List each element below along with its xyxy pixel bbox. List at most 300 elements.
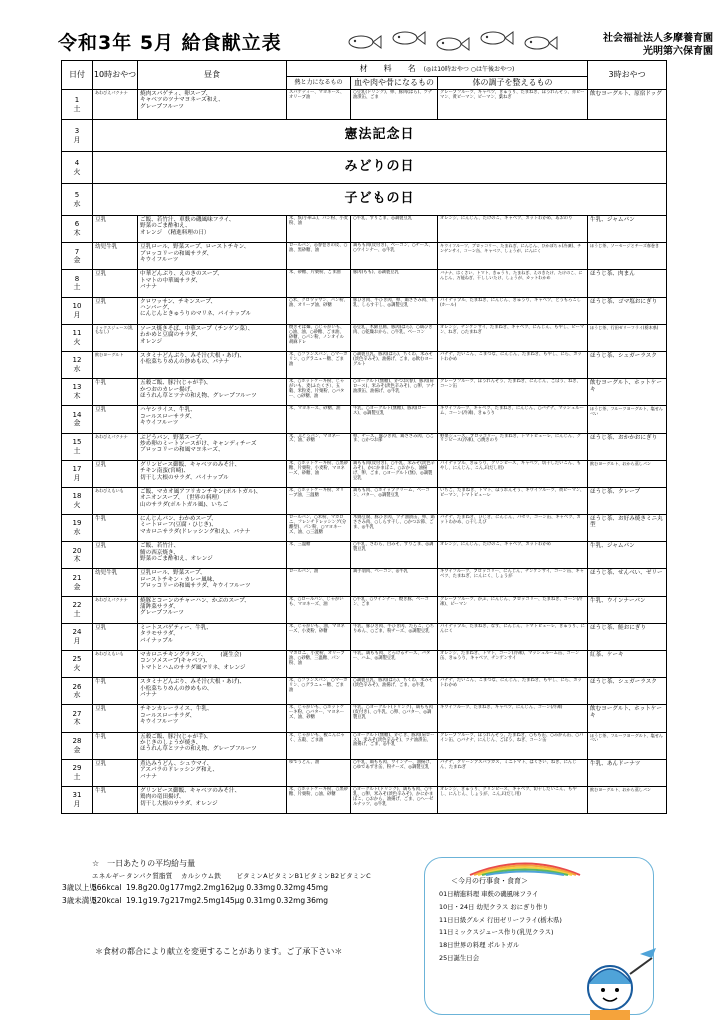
am-snack-cell: 豆乳 xyxy=(93,460,138,487)
day-cell xyxy=(62,324,93,351)
blood-cell: 鶏手羽肉、ベーコン、◎牛乳 xyxy=(351,569,438,596)
day-date: 19 xyxy=(72,519,82,528)
am-snack-cell: 豆乳 xyxy=(93,270,138,297)
lunch-cell: ぶどうパン、野菜スープ、 炒め卵のミートソースがけ、キャンディチーズ ブロッコリーの和風マヨネーズ、 xyxy=(138,433,287,460)
am-snack-cell: 幼児牛乳 xyxy=(93,569,138,596)
pm-snack-cell: ほうじ茶、ソーセージとチーズ春巻き xyxy=(588,243,667,270)
header-ingredients xyxy=(287,61,588,77)
nutrition-value: 0.32mg xyxy=(276,883,306,892)
nutrition-value: 0.32mg xyxy=(276,896,306,905)
body-cell: バナナ、だいこん、こまつな、にんじん、たまねぎ、もやし、にら、カットわかめ xyxy=(438,351,588,378)
day-weekday: 土 xyxy=(73,772,81,781)
lunch-cell: 豆乳ロール、野菜スープ、 ローストチキン・カレー風味、 ブロッコリーの和風サラダ、キウイフルーツ xyxy=(138,569,287,596)
day-date: 18 xyxy=(72,492,82,501)
menu-row xyxy=(62,623,667,650)
day-cell xyxy=(62,651,93,678)
am-snack-cell: 豆乳 xyxy=(93,623,138,650)
nutrition-value: 566kcal xyxy=(92,883,122,892)
menu-row xyxy=(62,379,667,406)
menu-row xyxy=(62,542,667,569)
menu-row xyxy=(62,120,667,152)
lunch-cell: マカロニチキングラタン、 (誕生会) コンソメスープ(キャベツ)、 トマトとハムのサラダ風マリネ、オレンジ xyxy=(138,651,287,678)
menu-row xyxy=(62,270,667,297)
menu-row xyxy=(62,243,667,270)
energy-cell: 米、三温糖 xyxy=(287,542,351,569)
am-snack-cell: 幼児牛乳 xyxy=(93,243,138,270)
day-date: 15 xyxy=(72,437,82,446)
blood-cell: 豚ひき肉、牛ひき肉、卵、鶏ささみ肉、牛乳、しらす干し、◎調製豆乳 xyxy=(351,297,438,324)
day-cell xyxy=(62,270,93,297)
holiday-name: 子どもの日 xyxy=(344,191,415,207)
nutrition-column-label: 鉄 xyxy=(214,872,222,880)
nutrition-value: 19.1g xyxy=(126,896,148,905)
am-snack-cell: 豆乳 xyxy=(93,406,138,433)
day-date: 1 xyxy=(74,95,80,104)
pm-snack-cell: 紅茶、ケーキ xyxy=(588,651,667,678)
day-date: 22 xyxy=(72,600,82,609)
blood-cell: ○牛乳、鶏もも肉、ウインナー、油揚げ、○ゆであずき缶、粉チーズ、◎調製豆乳 xyxy=(351,759,438,786)
am-snack-cell: 豆乳 xyxy=(93,759,138,786)
body-cell: オレンジ、にんじん、たけのこ、キャベツ、カットわかめ xyxy=(438,542,588,569)
blood-cell: ○豆乳(ドリンク)、卵、豚肉(ばら)、ツナ油漬缶、ごま xyxy=(351,90,438,120)
menu-row xyxy=(62,152,667,184)
lunch-cell: スタミナどんぶり、みそ汁(大根・あげ)、 小松菜ちりめんの炒めもの、バナナ xyxy=(138,351,287,378)
lunch-cell: グリンピース御飯、キャベツのみそ汁、 鶏肉の竜田揚げ、 切干し大根のサラダ、オレンジ xyxy=(138,786,287,813)
nutrition-value: 177mg xyxy=(170,883,197,892)
day-cell xyxy=(62,433,93,460)
day-cell xyxy=(62,569,93,596)
nutrition-rows xyxy=(62,882,412,906)
lunch-cell: ご飯、若竹汁、 鯖の西京焼き、 野菜のごま酢和え、オレンジ xyxy=(138,542,287,569)
energy-cell: 米、○ホットケーキ粉、じゃがいも、麦(ふたくさ）、五穀、米粒麦、片栗粉、○バター、○砂糖、油 xyxy=(287,379,351,406)
pm-snack-cell: ほうじ茶、フルーツヨーグルト、塩せんべい xyxy=(588,732,667,759)
blood-cell: ○牛乳、さわら、白みそ、すりごま、◎調製豆乳 xyxy=(351,542,438,569)
day-weekday: 土 xyxy=(73,446,81,455)
day-date: 8 xyxy=(74,274,80,283)
blood-cell: 牛乳、○ヨーグルト(ドリンク)、鶏もも肉(皮付き)、○牛乳、○卵、○バター、◎調製豆乳 xyxy=(351,705,438,732)
nutrition-value: 2.5mg xyxy=(196,896,221,905)
day-date: 27 xyxy=(72,709,82,718)
nutrition-title: ☆ 一日あたりの平均給与量 xyxy=(92,859,196,868)
event-item: 11日日級グルメ 行田ゼリーフライ(栃木県) xyxy=(439,915,562,924)
menu-table xyxy=(61,60,667,814)
day-weekday: 月 xyxy=(73,310,81,319)
am-snack-cell: 豆乳 xyxy=(93,705,138,732)
day-date: 17 xyxy=(72,465,82,474)
day-date: 21 xyxy=(72,573,82,582)
day-weekday: 木 xyxy=(73,555,81,564)
body-cell: オレンジ、きゅうり、グリンピース、キャベツ、切干しだいこん、もやし、にんじん、しょうが、こんぶ(だし用) xyxy=(438,786,588,813)
lunch-cell: にんじんパン、わかめスープ、 ミートローフ(豆腐・ひじき)、 マカロニサラダ(ドレッシング和え)、バナナ xyxy=(138,515,287,542)
nutrition-value: 19.8g xyxy=(126,883,148,892)
energy-cell: 米、○ロールパン、じゃがいも、マヨネーズ、油 xyxy=(287,596,351,623)
pm-snack-cell: ほうじ茶、フルーツヨーグルト、塩せんべい xyxy=(588,406,667,433)
menu-row xyxy=(62,487,667,514)
am-snack-cell: 牛乳 xyxy=(93,379,138,406)
day-cell xyxy=(62,732,93,759)
lunch-cell: チキンカレーライス、牛乳、 コールスローサラダ、 キウイフルーツ xyxy=(138,705,287,732)
holiday-cell xyxy=(93,152,667,184)
energy-cell: スパゲティー、マヨネーズ、オリーブ油 xyxy=(287,90,351,120)
day-date: 6 xyxy=(74,220,80,229)
nutrition-column-label: ビタミンC xyxy=(339,872,371,880)
lunch-cell: ご飯、マカオ風アフリカンチキン(ポルトガル)、 オニオンスープ、 （世界の料理） 山のサラダ(ポルトガル風)、いちご xyxy=(138,487,287,514)
blood-cell: 鶏もも肉(皮付き)、ベーコン、○チーズ、○ウインナー、◎牛乳 xyxy=(351,243,438,270)
pm-snack-cell: 牛乳、ウインナーパン xyxy=(588,596,667,623)
nutrition-column-label: エネルギー xyxy=(92,872,126,880)
day-date: 11 xyxy=(72,329,82,338)
lunch-cell: スタミナどんぶり、みそ汁(大根・あげ)、 小松菜ちりめんの炒めもの、 バナナ xyxy=(138,678,287,705)
lunch-cell: 五穀ご飯、豚汁(じゃが芋)、 かじきのしょうが焼き、 ほうれん草とツナの和え物、グレープフルーツ xyxy=(138,732,287,759)
nutrition-value: 162μg xyxy=(220,883,245,892)
holiday-cell xyxy=(93,184,667,216)
nutrition-column-label: タンパク質 xyxy=(126,872,160,880)
lunch-cell: クロワッサン、チキンスープ、 ハンバーグ、 にんじんときゅうりのマリネ、パイナップル xyxy=(138,297,287,324)
pm-snack-cell: ほうじ茶、鮭おにぎり xyxy=(588,623,667,650)
nutrition-value: 217mg xyxy=(170,896,197,905)
lunch-cell: ソース焼きそば、中華スープ（チンゲン菜）、 わかめと豆腐のサラダ、 オレンジ xyxy=(138,324,287,351)
day-date: 28 xyxy=(72,736,82,745)
nutrition-value: 2.2mg xyxy=(196,883,221,892)
pm-snack-cell: 飲むヨーグルト、おから蒸しパン xyxy=(588,786,667,813)
lunch-cell: ハヤシライス、牛乳、 コールスローサラダ、 キウイフルーツ xyxy=(138,406,287,433)
blood-cell: 鶏もも肉(皮付き)、○牛乳、米みそ(淡色辛みそ)、かにかまぼこ、○おから、油揚げ、卵、ごま、○ヨーグルト(無)、◎調製豆乳 xyxy=(351,460,438,487)
day-weekday: 土 xyxy=(73,609,81,618)
holiday-cell xyxy=(93,120,667,152)
energy-cell: マカロニ、小麦粉、オリーブ油、○砂糖、三温糖、パン粉、油 xyxy=(287,651,351,678)
day-cell xyxy=(62,152,93,184)
energy-cell: 米、○フランスパン、○マーガリン、○グラニュー糖、ごま油 xyxy=(287,351,351,378)
energy-cell: 米、じゃがいも、○ホットケーキ粉、○バター、マヨネーズ、油、砂糖 xyxy=(287,705,351,732)
menu-row xyxy=(62,596,667,623)
header-energy: 熱と力になるもの xyxy=(287,77,351,90)
pm-snack-cell: 飲むヨーグルト、おから蒸しパン xyxy=(588,460,667,487)
body-cell: パイナップル、たまねぎ、にんじん、きゅうり、キャベツ、とうもろこし(ホール) xyxy=(438,297,588,324)
am-snack-cell: あわびえもいも xyxy=(93,487,138,514)
blood-cell: ○ヨーグルト(ドリンク)、鶏もも肉、○牛乳、○卵、米みそ(淡色辛みそ)、かにかまぼこ、○おから、油揚げ、ごま、○ヘーゼルナッツ、◎牛乳 xyxy=(351,786,438,813)
nutrition-value: 45mg xyxy=(306,883,329,892)
pm-snack-cell: ほうじ茶、シュガーラスク xyxy=(588,678,667,705)
lunch-cell: 焼肉スパゲティ、卵スープ、 キャベツのツナマヨネーズ和え、 グレープフルーツ xyxy=(138,90,287,120)
header-date: 日付 xyxy=(62,61,93,90)
pm-snack-cell: ほうじ茶、せんべい、ゼリー xyxy=(588,569,667,596)
nutrition-value: 36mg xyxy=(306,896,329,905)
am-snack-cell: 牛乳 xyxy=(93,678,138,705)
day-date: 24 xyxy=(72,628,82,637)
day-date: 20 xyxy=(72,546,82,555)
day-weekday: 木 xyxy=(73,229,81,238)
body-cell: いちご、たまねぎ、トマト、ほうれんそう、キウイフルーツ、黄ピーマン、ピーマン、トマトピューレ xyxy=(438,487,588,514)
day-cell xyxy=(62,90,93,120)
nutrition-row-label: 3歳以上児 xyxy=(62,883,97,892)
energy-cell: ロールパン、○米粉、マカロニ、フレンチドレッシング(分離型)、パン粉、○マヨネーズ、油、○三温糖 xyxy=(287,515,351,542)
energy-cell: 米、じゃがいも、油、マヨネーズ、小麦粉、砂糖 xyxy=(287,623,351,650)
blood-cell: 牛乳、○ヨーグルト(無糖)、豚肉(ロース)、◎調製豆乳 xyxy=(351,406,438,433)
day-weekday: 火 xyxy=(73,664,81,673)
day-date: 29 xyxy=(72,764,82,773)
energy-cell: 焼きそば麺、○じゃがいも、○油、油、○砂糖、ごま油、砂糖、○パン粉、ノンオイル胡麻ドレ xyxy=(287,324,351,351)
energy-cell: 米、麩/小車ふ)、パン粉、小麦粉、油 xyxy=(287,216,351,243)
lunch-cell: 豆乳ロール、野菜スープ、ローストチキン、 ブロッコリーの和風サラダ、 キウイフルーツ xyxy=(138,243,287,270)
am-snack-cell: 豆乳 xyxy=(93,542,138,569)
body-cell: オレンジ、たまねぎ、トマト、コーン(冷凍)、マッシュルーム缶、コーン缶、きゅうり、キャベツ、チンゲンサイ xyxy=(438,651,588,678)
day-weekday: 木 xyxy=(73,718,81,727)
blood-cell: ○牛乳、すりごま、◎調製豆乳 xyxy=(351,216,438,243)
pm-snack-cell: 牛乳、ジャムパン xyxy=(588,542,667,569)
header-am-snack: 10時おやつ xyxy=(93,61,138,90)
menu-change-note: ＊食材の都合により献立を変更することがあります。ご了承下さい＊ xyxy=(95,947,343,956)
pm-snack-cell: ほうじ茶、行田ゼリーフライ(栃木県) xyxy=(588,324,667,351)
header-pm-snack: 3時おやつ xyxy=(588,61,667,90)
day-weekday: 火 xyxy=(73,337,81,346)
day-weekday: 月 xyxy=(73,800,81,809)
day-cell xyxy=(62,705,93,732)
body-cell: グレープフルーツ、かぶ、にんじん、ブロッコリー、たまねぎ、コーン(冷凍)、ピーマン xyxy=(438,596,588,623)
pm-snack-cell: 牛乳、あんドーナツ xyxy=(588,759,667,786)
nutrition-row xyxy=(62,882,412,893)
nutrition-column-label: ビタミンB1 xyxy=(267,872,304,880)
energy-cell: 米、砂糖、片栗粉、ごま油 xyxy=(287,270,351,297)
event-item: 10日・24日 幼児クラス おにぎり作り xyxy=(439,902,549,911)
blood-cell: 牛乳、鶏もも肉、とろけるチーズ、バター、ハム、◎調製豆乳 xyxy=(351,651,438,678)
pm-snack-cell: 飲むヨーグルト、ホットケーキ xyxy=(588,379,667,406)
day-date: 7 xyxy=(74,247,80,256)
menu-row xyxy=(62,515,667,542)
am-snack-cell: 牛乳 xyxy=(93,732,138,759)
nutrition-value: 19.7g xyxy=(148,896,170,905)
blood-cell: ○調製豆乳、豚肉(ばら)、ちくわ、米みそ(淡色辛みそ)、油揚げ、ごま、◎飲むヨーグルト xyxy=(351,351,438,378)
body-cell: キウイフルーツ、ブロッコリー、たまねぎ、にんじん、ひかぼちゃ(冷凍)、チンゲンサイ、コーン缶、キャベツ、しょうが、にんにく xyxy=(438,243,588,270)
day-date: 10 xyxy=(72,301,82,310)
day-weekday: 月 xyxy=(73,135,81,144)
energy-cell: 米、○ホットケーキ粉、○黒砂糖、片栗粉、小麦粉、マヨネーズ、砂糖、油 xyxy=(287,460,351,487)
am-snack-cell: 豆乳 xyxy=(93,297,138,324)
body-cell: バナナ、たまねぎ、ひじき、にんじん、パセリ、コーン缶、キャベツ、カットわかめ、○干しえび xyxy=(438,515,588,542)
menu-table-body xyxy=(62,90,667,814)
pm-snack-cell: ほうじ茶、肉まん xyxy=(588,270,667,297)
blood-cell: ○牛乳、○ウインナー、焼き豚、ベーコン、ごま xyxy=(351,596,438,623)
pm-snack-cell: ほうじ茶、お好み焼きミニ丸型 xyxy=(588,515,667,542)
day-cell xyxy=(62,406,93,433)
lunch-cell: 中華どんぶり、えのきのスープ、 トマトの中華風サラダ、 バナナ xyxy=(138,270,287,297)
day-weekday: 水 xyxy=(73,199,81,208)
body-cell: バナナ、だいこん、こまつな、にんじん、たまねぎ、もやし、にら、カットわかめ xyxy=(438,678,588,705)
menu-row xyxy=(62,406,667,433)
nutrition-columns xyxy=(92,871,412,880)
day-cell xyxy=(62,460,93,487)
blood-cell: 鶏もも肉、○ホイップクリーム、ベーコン、バター、◎調製豆乳 xyxy=(351,487,438,514)
lunch-cell: グリンピース御飯、キャベツのみそ汁、 チキン南蛮(宮崎)、 切干し大根のサラダ、パイナップル xyxy=(138,460,287,487)
nutrition-column-label: カルシウム xyxy=(181,872,215,880)
menu-row xyxy=(62,433,667,460)
day-cell xyxy=(62,297,93,324)
organization-name: 社会福祉法人多摩養育園 xyxy=(603,33,713,44)
menu-row xyxy=(62,651,667,678)
nutrition-column-label: ビタミンA xyxy=(236,872,268,880)
day-cell xyxy=(62,596,93,623)
energy-cell: 米、○フランスパン、○マーガリン、○グラニュー糖、ごま油 xyxy=(287,678,351,705)
child-illustration xyxy=(560,944,660,1020)
body-cell: オレンジ、にんじん、たけのこ、キャベツ、カットわかめ、あおのり xyxy=(438,216,588,243)
body-cell: キウイフルーツ、キャベツ、たまねぎ、にんじん、○バナナ、マッシュルーム、コーン(冷凍)、きゅうり xyxy=(438,406,588,433)
nutrition-section xyxy=(62,858,412,906)
body-cell: オレンジ、チンゲンサイ、たまねぎ、キャベツ、にんじん、もやし、ピーマン、ねぎ、○たまねぎ xyxy=(438,324,588,351)
day-weekday: 金 xyxy=(73,256,81,265)
body-cell: グレープフルーツ、ほうれんそう、たまねぎ、○もも缶、○みかん缶、○パイン缶、○バナナ、にんじん、ごぼう、ねぎ、コーン缶 xyxy=(438,732,588,759)
day-weekday: 水 xyxy=(73,691,81,700)
day-weekday: 火 xyxy=(73,167,81,176)
body-cell: バナナ、はくさい、トマト、きゅうり、たまねぎ、えのきたけ、たけのこ、にんじん、万能ねぎ、干ししいたけ、しょうが、カットわかめ xyxy=(438,270,588,297)
pm-snack-cell: 飲むヨーグルト、ホットケーキ xyxy=(588,705,667,732)
body-cell: グレープフルーツ、キャベツ、きゅうり、たまねぎ、ほうれんそう、赤ピーマン、黄ピーマン、ピーマン、葉ねぎ xyxy=(438,90,588,120)
am-snack-cell: あわびえパクナナ xyxy=(93,433,138,460)
day-date: 5 xyxy=(74,190,80,199)
day-cell xyxy=(62,678,93,705)
energy-cell: 米、○ホットケーキ粉、○黒砂糖、片栗粉、○油、砂糖 xyxy=(287,786,351,813)
day-cell xyxy=(62,542,93,569)
nursery-name: 光明第六保育園 xyxy=(643,46,713,57)
energy-cell: ロールパン、油 xyxy=(287,569,351,596)
menu-row xyxy=(62,351,667,378)
fish-decoration xyxy=(343,26,573,56)
energy-cell: 米、ぶどうパン、マヨネーズ、油、砂糖 xyxy=(287,433,351,460)
blood-cell: 豚肉(もも)、◎調製豆乳 xyxy=(351,270,438,297)
menu-row xyxy=(62,216,667,243)
energy-cell: 米、○ホットケーキ粉、オリーブ油、三温糖 xyxy=(287,487,351,514)
energy-cell: 米、マヨネーズ、砂糖、油 xyxy=(287,406,351,433)
am-snack-cell: ミックスジュース(乳もなし) xyxy=(93,324,138,351)
day-weekday: 木 xyxy=(73,392,81,401)
page-title: 令和3年 5月 給食献立表 xyxy=(58,32,282,54)
energy-cell: ゆでうどん、油 xyxy=(287,759,351,786)
menu-row xyxy=(62,324,667,351)
menu-row xyxy=(62,705,667,732)
blood-cell: 木綿豆腐、豚ひき肉、ツナ油漬缶、卵、鶏ささみ肉、○しらす干し、○かつお節、ごま、◎牛乳 xyxy=(351,515,438,542)
am-snack-cell: 豆乳 xyxy=(93,216,138,243)
pm-snack-cell: ほうじ茶、シュガーラスク xyxy=(588,351,667,378)
pm-snack-cell: 飲むヨーグルト、原宿ドッグ xyxy=(588,90,667,120)
menu-row xyxy=(62,759,667,786)
day-weekday: 水 xyxy=(73,528,81,537)
day-weekday: 月 xyxy=(73,636,81,645)
day-cell xyxy=(62,759,93,786)
blood-cell: 牛乳、豚ひき肉、牛ひき肉、たらこ、○ちりめん、○ごま、粉チーズ、◎調製豆乳 xyxy=(351,623,438,650)
day-weekday: 金 xyxy=(73,745,81,754)
blood-cell: ○調製豆乳、豚肉(ばら)、ちくわ、米みそ(淡色辛みそ)、油揚げ、ごま、◎牛乳 xyxy=(351,678,438,705)
nutrition-value: 20.0g xyxy=(148,883,170,892)
pm-snack-cell: ほうじ茶、ゴマ塩おにぎり xyxy=(588,297,667,324)
rainbow-decoration xyxy=(465,860,585,876)
menu-row xyxy=(62,184,667,216)
blood-cell: 卵、チーズ、豚ひき肉、鶏ささみ肉、○ごま、○かつお節 xyxy=(351,433,438,460)
day-cell xyxy=(62,351,93,378)
event-item: 18日世界の料理 ポルトガル xyxy=(439,941,520,950)
nutrition-column-label: 脂質 xyxy=(159,872,173,880)
body-cell: キウイフルーツ、ブロッコリー、にんじん、チンゲンサイ、コーン缶、キャベツ、たまねぎ、にんにく、しょうが xyxy=(438,569,588,596)
header-body: 体の調子を整えるもの xyxy=(438,77,588,90)
nutrition-row-label: 3歳未満児 xyxy=(62,896,97,905)
lunch-cell: 煮込みうどん、シュウマイ、 アスパラのドレッシング和え、 バナナ xyxy=(138,759,287,786)
day-weekday: 水 xyxy=(73,365,81,374)
nutrition-column-label: ビタミンB2 xyxy=(303,872,340,880)
page-header xyxy=(58,26,723,58)
header-note: (◎は10時おやつ ○は午後おやつ) xyxy=(423,65,515,73)
day-date: 3 xyxy=(74,126,80,135)
menu-row xyxy=(62,569,667,596)
day-date: 25 xyxy=(72,655,82,664)
event-item: 25日誕生日会 xyxy=(439,953,480,962)
day-weekday: 火 xyxy=(73,500,81,509)
day-date: 14 xyxy=(72,410,82,419)
nutrition-value: 520kcal xyxy=(92,896,122,905)
holiday-name: みどりの日 xyxy=(344,159,415,175)
header-blood: 血や肉や骨になるもの xyxy=(351,77,438,90)
body-cell: パイナップル、たまねぎ、なす、にんじん、トマトピューレ、きゅうり、にんにく xyxy=(438,623,588,650)
nutrition-value: 145μg xyxy=(220,896,245,905)
day-weekday: 土 xyxy=(73,283,81,292)
day-date: 31 xyxy=(72,791,82,800)
body-cell: パイナップル、きゅうり、グリンピース、キャベツ、切干しだいこん、もやし、にんじん、こんぶ(だし用) xyxy=(438,460,588,487)
day-cell xyxy=(62,184,93,216)
body-cell: バナナ、グリーンアスパラガス、ミニトマト、はくさい、ねぎ、にんじん、たまねぎ xyxy=(438,759,588,786)
event-item: 11日ミックスジュース作り(乳児クラス) xyxy=(439,928,554,937)
am-snack-cell: 牛乳 xyxy=(93,515,138,542)
nutrition-value: 0.33mg xyxy=(246,883,276,892)
menu-table-wrapper xyxy=(61,60,666,814)
day-weekday: 土 xyxy=(73,104,81,113)
body-cell: キウイフルーツ、たまねぎ、キャベツ、にんじん、コーン(冷凍) xyxy=(438,705,588,732)
energy-cell: ○米、クロワッサン、パン粉、油、オリーブ油、砂糖 xyxy=(287,297,351,324)
blood-cell: ◎豆乳、木綿豆腐、豚肉(ばら)、○鶏ひき肉、○乾燥おから、○牛乳、ベーコン xyxy=(351,324,438,351)
holiday-name: 憲法記念日 xyxy=(344,127,415,143)
event-item: 01日精進料理 車麩の磯風味フライ xyxy=(439,890,539,898)
day-weekday: 金 xyxy=(73,582,81,591)
am-snack-cell: あわびえパクナナ xyxy=(93,90,138,120)
day-date: 13 xyxy=(72,383,82,392)
pm-snack-cell: 牛乳、ジャムパン xyxy=(588,216,667,243)
lunch-cell: 焼豚とコーンのチャーハン、かぶのスープ、 蒲鉾菜サラダ、 グレープフルーツ xyxy=(138,596,287,623)
am-snack-cell: 飲むヨーグルト xyxy=(93,351,138,378)
day-weekday: 金 xyxy=(73,419,81,428)
header-lunch: 昼食 xyxy=(138,61,287,90)
menu-row xyxy=(62,297,667,324)
energy-cell: ロールパン、◎春巻きの皮、○油、黒砂糖、油 xyxy=(287,243,351,270)
day-cell xyxy=(62,623,93,650)
menu-row xyxy=(62,678,667,705)
day-cell xyxy=(62,120,93,152)
body-cell: グレープフルーツ、ほうれんそう、たまねぎ、にんじん、ごぼう、ねぎ、コーン缶 xyxy=(438,379,588,406)
day-cell xyxy=(62,515,93,542)
pm-snack-cell: ほうじ茶、おかかおにぎり xyxy=(588,433,667,460)
pm-snack-cell: ほうじ茶、クレープ xyxy=(588,487,667,514)
menu-row xyxy=(62,786,667,813)
energy-cell: 米、じゃがいも、板こんにゃく、五穀、ごま油 xyxy=(287,732,351,759)
day-date: 26 xyxy=(72,682,82,691)
events-title: ＜今月の行事食・食育＞ xyxy=(451,877,528,885)
day-cell xyxy=(62,487,93,514)
menu-row xyxy=(62,732,667,759)
lunch-cell: ご飯、若竹汁、車麩の磯風味フライ、 野菜のごま酢和え、 オレンジ （精進料理の日） xyxy=(138,216,287,243)
body-cell: 野菜ジュース、ブロッコリー、たまねぎ、トマトピューレ、にんじん、グリンピース(冷凍)、○焼きのり xyxy=(438,433,588,460)
am-snack-cell: あわびえもいも xyxy=(93,651,138,678)
am-snack-cell: あわびえパクナナ xyxy=(93,596,138,623)
day-cell xyxy=(62,243,93,270)
day-weekday: 月 xyxy=(73,473,81,482)
day-date: 4 xyxy=(74,158,80,167)
am-snack-cell: 牛乳 xyxy=(93,786,138,813)
day-cell xyxy=(62,786,93,813)
blood-cell: ○ヨーグルト(無糖)、かじき、豚肉(肩ロース)、米みそ(淡色辛みそ)、ツナ油漬缶、油揚げ、ごま、◎牛乳 xyxy=(351,732,438,759)
